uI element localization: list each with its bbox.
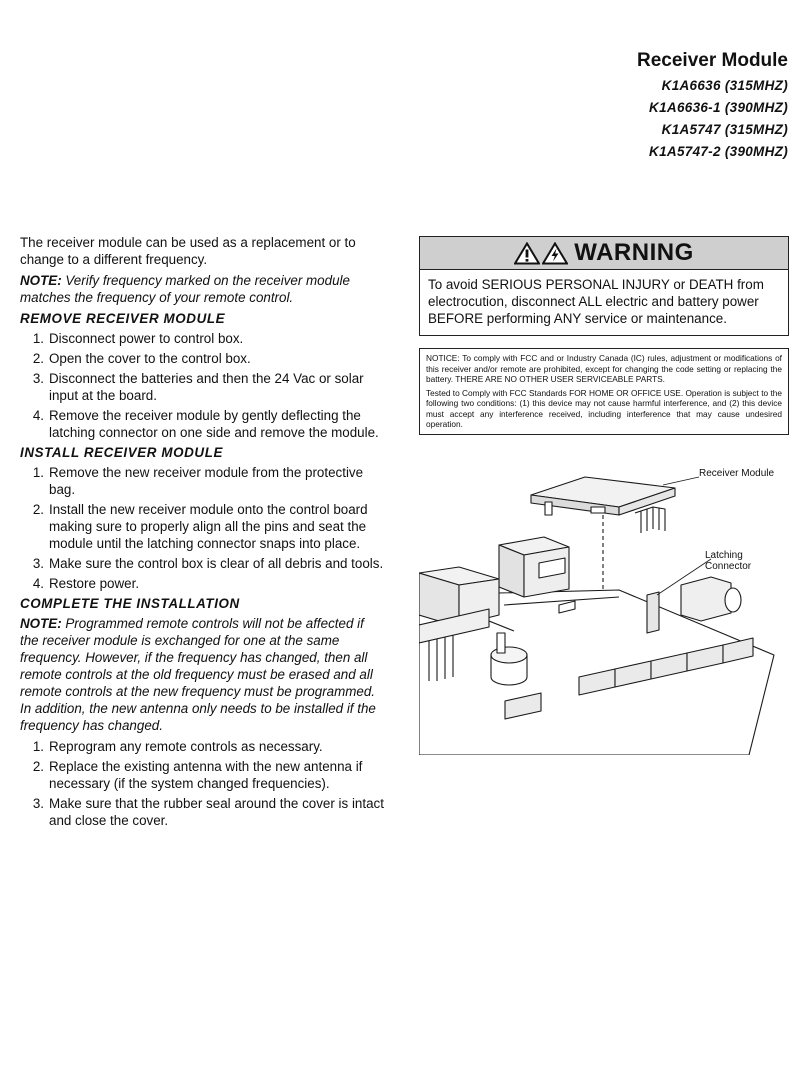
list-item: 2. Install the new receiver module onto the control board making sure to properly align all the pins and seat the module until the latching connector snaps into place. [32, 502, 368, 551]
model-number: K1A5747 (315MHZ) [661, 122, 788, 137]
install-steps [20, 464, 386, 592]
model-number: K1A5747-2 (390MHZ) [649, 144, 788, 159]
callout-latching-connector: Latching Connector [705, 550, 752, 572]
complete-heading: COMPLETE THE INSTALLATION [20, 596, 240, 611]
warning-text: To avoid SERIOUS PERSONAL INJURY or DEATH from electrocution, disconnect ALL electric and battery power BEFORE performing ANY service or maintenance. [428, 277, 764, 326]
electric-shock-icon [542, 242, 568, 265]
warning-header [420, 237, 788, 270]
list-item: 3. Disconnect the batteries and then the 24 Vac or solar input at the board. [32, 371, 364, 403]
frequency-note [20, 272, 386, 306]
note-text: Programmed remote controls will not be affected if the receiver module is exchanged for one at the same frequency. However, if the frequency has changed, then all remote controls at the old frequency must be erased and all remote controls at the new frequency must be programmed. In addition, the new antenna only needs to be installed if the frequency has changed. [20, 616, 376, 733]
list-item: 3. Make sure the control box is clear of all debris and tools. [32, 556, 384, 571]
list-item: 4. Restore power. [32, 576, 140, 591]
note-text: Verify frequency marked on the receiver module matches the frequency of your remote control. [20, 273, 350, 305]
list-item: 2. Replace the existing antenna with the new antenna if necessary (if the system changed frequencies). [32, 759, 363, 791]
model-number: K1A6636-1 (390MHZ) [649, 100, 788, 115]
complete-note [20, 615, 386, 734]
complete-steps [20, 738, 386, 829]
list-item: 1. Remove the new receiver module from the protective bag. [32, 465, 364, 497]
instructions-column [20, 234, 386, 832]
install-heading: INSTALL RECEIVER MODULE [20, 445, 224, 460]
list-item: 1. Reprogram any remote controls as necessary. [32, 739, 323, 754]
list-item: 4. Remove the receiver module by gently deflecting the latching connector on one side and remove the module. [32, 408, 379, 440]
notice-paragraph: NOTICE: To comply with FCC and or Industry Canada (IC) rules, adjustment or modifications of this receiver and/or remote are prohibited, except for changing the code setting or replacing the battery. THERE ARE NO OTHER USER SERVICEABLE PARTS. [426, 353, 782, 384]
note-label: NOTE: [20, 273, 62, 288]
warning-box [419, 236, 789, 336]
warning-triangle-icon [514, 242, 540, 265]
list-item: 3. Make sure that the rubber seal around the cover is intact and close the cover. [32, 796, 384, 828]
list-item: 2. Open the cover to the control box. [32, 351, 251, 366]
fcc-notice-box [419, 348, 789, 435]
model-number: K1A6636 (315MHZ) [661, 78, 788, 93]
intro-paragraph: The receiver module can be used as a replacement or to change to a different frequency. [20, 235, 356, 267]
warning-label: WARNING [574, 239, 694, 266]
remove-steps [20, 330, 386, 441]
callout-receiver-module: Receiver Module [699, 468, 775, 479]
notice-paragraph: Tested to Comply with FCC Standards FOR HOME OR OFFICE USE. Operation is subject to the following two conditions: (1) this device may not cause harmful interference, and (2) this device must accept any interference received, including interference that may cause undesired operation. [426, 387, 782, 429]
list-item: 1. Disconnect power to control box. [32, 331, 244, 346]
receiver-module-illustration [419, 455, 789, 755]
note-label: NOTE: [20, 616, 62, 631]
control-board-drawing [419, 455, 789, 755]
page-title: Receiver Module [637, 50, 788, 71]
remove-heading: REMOVE RECEIVER MODULE [20, 311, 226, 326]
document-header [637, 50, 788, 163]
